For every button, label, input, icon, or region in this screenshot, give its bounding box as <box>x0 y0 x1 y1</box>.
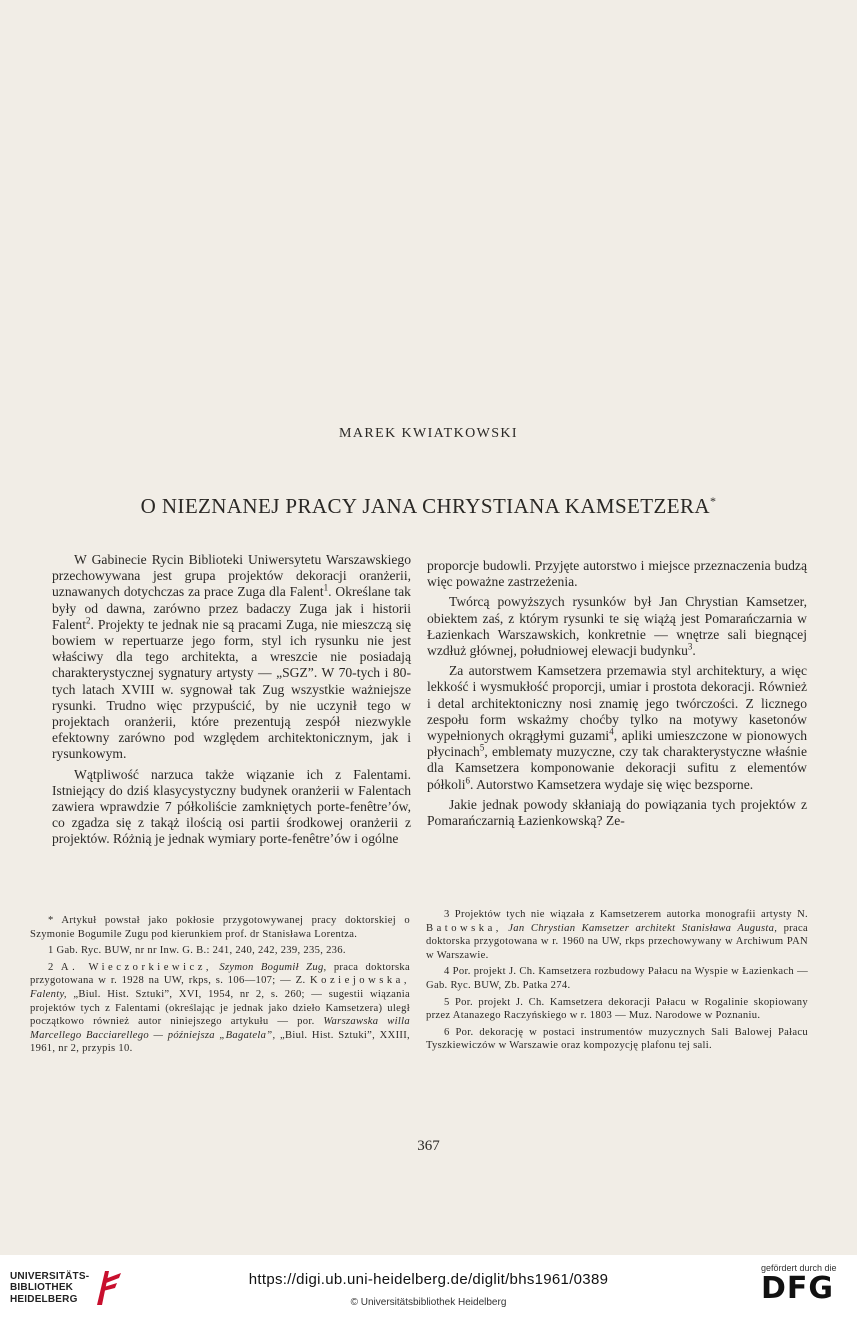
right-text-column <box>427 558 807 833</box>
paragraph: Jakie jednak powody skłaniają do powiązania tych projektów z Pomarańczarnią Łazienkowską? Ze- <box>427 796 807 829</box>
paragraph: proporcje budowli. Przyjęte autorstwo i miejsce przeznaczenia budzą więc poważne zastrzeżenia. <box>427 558 807 590</box>
footnote-ref[interactable]: 2 <box>85 615 91 626</box>
permalink-url[interactable]: https://digi.ub.uni-heidelberg.de/diglit/bhs1961/0389 <box>248 1271 609 1288</box>
footnote-ref[interactable]: 1 <box>323 582 329 593</box>
article-author: MAREK KWIATKOWSKI <box>339 426 518 441</box>
paragraph: Twórcą powyższych rysunków był Jan Chrystian Kamsetzer, obiektem zaś, z którym rysunki te się wiążą jest Pomarańczarnia w Łazienkach Warszawskich, konkretnie — wnętrze sali biegnącej wzdłuż głównej, południowej elewacji budynku$^3$. <box>427 594 807 659</box>
funder-logo[interactable] <box>761 1263 845 1305</box>
footnote: 2 A. Wieczorkiewicz, Szymon Bogumił Zug, praca doktorska przygotowana w r. 1928 na UW, rkps, s. 106—107; — Z. Koziejowska, Falenty, „Biul. Hist. Sztuki”, XVI, 1954, nr 2, s. 260; — sugestii wiązania projektów tych z Falentami (określając je jednak jako dzieło Kamsetzera) uległ początkowo również autor niniejszego artykułu — por. Warszawska willa Marcellego Bacciarellego — późniejsza „Bagatela”, „Biul. Hist. Sztuki”, XXIII, 1961, nr 2, przypis 10. <box>30 961 411 1055</box>
title-footnote-mark: * <box>709 494 717 508</box>
paragraph: Wątpliwość narzuca także wiązanie ich z Falentami. Istniejący do dziś klasycystyczny budynek oranżerii w Falentach zawiera wprawdzie 7 półkoliście zamkniętych porte-fenêtre’ów, co zgadza się z takąż ilością osi partii środkowej oranżerii z projektów. Różnią je jednak wymiary porte-fenêtre’ów i ogólne <box>52 766 411 847</box>
footnote: 1 Gab. Ryc. BUW, nr nr Inw. G. B.: 241, 240, 242, 239, 235, 236. <box>48 945 346 957</box>
footnote-ref[interactable]: 5 <box>479 742 485 753</box>
copyright-notice: © Universitätsbibliothek Heidelberg <box>350 1297 507 1308</box>
footnote: 6 Por. dekorację w postaci instrumentów muzycznych Sali Balowej Pałacu Tyszkiewiczów w Warszawie oraz kompozycję plafonu tej sali. <box>426 1026 808 1052</box>
article-title-text: O NIEZNANEJ PRACY JANA CHRYSTIANA KAMSETZERA <box>140 494 710 518</box>
footnote: 3 Projektów tych nie wiązała z Kamsetzerem autorka monografii artysty N. Batowska, Jan Chrystian Kamsetzer architekt Stanisława Augusta, praca doktorska przygotowana w r. 1960 na UW, rkps przechowywany w Archiwum PAN w Warszawie. <box>426 909 809 961</box>
paragraph: Za autorstwem Kamsetzera przemawia styl architektury, a więc lekkość i wysmukłość proporcji, umiar i prostota dekoracji. Również i detal architektoniczny nosi znamię jego twórczości. Z licznego zespołu form wskażmy choćby tylko na motywy kasetonów wypełnionych okrągłymi guzami$^4$, apliki umieszczone w pionowych płycinach$^5$, emblematy muzyczne, czy tak charakterystyczne właśnie dla Kamsetzera komponowanie dekoracji sufitu z elementów półkoli$^6$. Autorstwo Kamsetzera wydaje się więc bezsporne. <box>427 663 808 792</box>
article-title <box>0 494 857 519</box>
left-text-column <box>52 552 411 852</box>
viewer-footer <box>0 1255 857 1320</box>
paragraph: W Gabinecie Rycin Biblioteki Uniwersytetu Warszawskiego przechowywana jest grupa projektów dekoracji oranżerii, uznawanych dotychczas za prace Zuga dla Falent$^1$. Określane tak były od dawna, zarówno przez badaczy Zuga jak i historii Falent$^2$. Projekty te jednak nie są pracami Zuga, nie mieszczą się bowiem w repertuarze jego form, styl ich rysunku nie jest właściwy dla tego architekta, a wreszcie nie posiadają charakterystycznej sygnatury artysty — „SGZ”. W 70-tych i 80-tych latach XVIII w. sygnował tak Zug wszystkie ważniejsze rysunki. Trudno więc przypuścić, by nie uczynił tego w projektach oranżerii, które prezentują zespół niezwykle efektowny zarówno pod względem architektonicznym, jak i rysunkowym. <box>52 552 411 762</box>
footnote-ref[interactable]: 6 <box>465 775 471 786</box>
footnote: 5 Por. projekt J. Ch. Kamsetzera dekoracji Pałacu w Rogalinie skopiowany przez Atanazego Raczyńskiego w r. 1803 — Muz. Narodowe w Poznaniu. <box>426 996 808 1022</box>
page-number: 367 <box>417 1138 440 1154</box>
dfg-logo: DFG <box>761 1271 835 1306</box>
footnote-ref[interactable]: 3 <box>687 641 693 652</box>
footnote-ref[interactable]: 4 <box>609 726 614 737</box>
footnote: * Artykuł powstał jako pokłosie przygotowywanej pracy doktorskiej o Szymonie Bogumile Zugu pod kierunkiem prof. dr Stanisława Lorentza. <box>30 915 410 940</box>
footnote: 4 Por. projekt J. Ch. Kamsetzera rozbudowy Pałacu na Wyspie w Łazienkach — Gab. Ryc. BUW, Zb. Patka 274. <box>426 966 808 991</box>
library-logo-text: UNIVERSITÄTS- BIBLIOTHEK HEIDELBERG <box>10 1270 90 1305</box>
funder-note: gefördert durch die <box>761 1263 837 1273</box>
footnotes-right <box>426 908 808 1056</box>
footnotes-left <box>30 914 410 1059</box>
